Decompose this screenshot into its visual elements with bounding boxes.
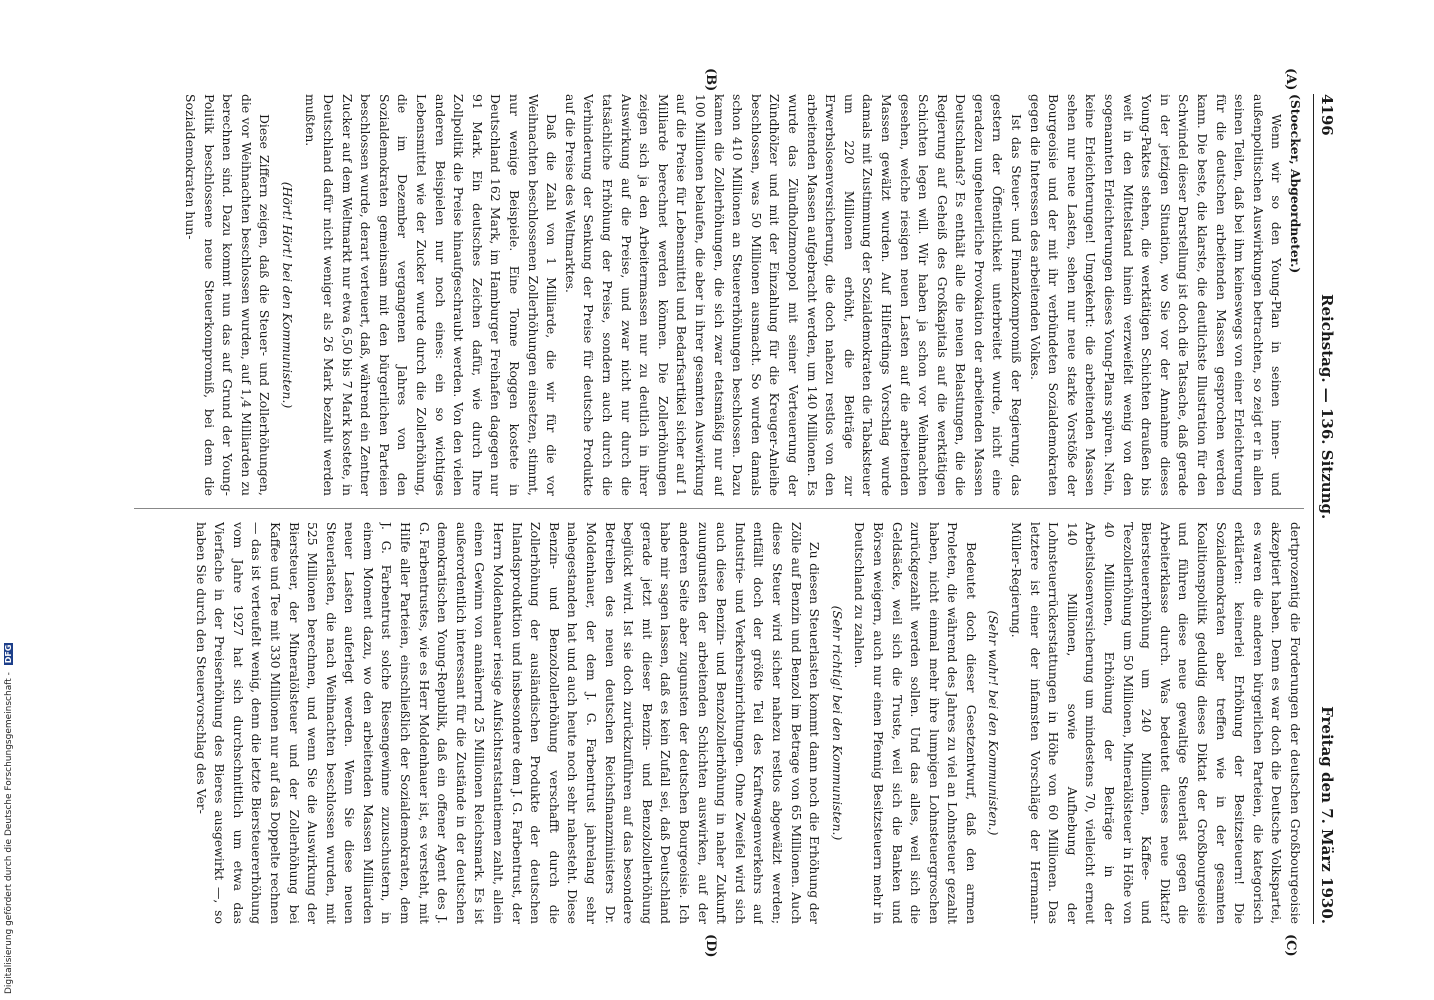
paragraph: Diese Ziffern zeigen, daß die Steuer- und Zollerhöhungen, die vor Weihnachten beschlossen wurden, auf 1,4 Milliarden zu berechnen sind. Dazu kommt nun das auf Grund der Young-Politik beschlossene neue Steuerkompromiß, bei dem die Sozialdemokraten hun- <box>182 94 273 496</box>
column-divider <box>134 508 1304 509</box>
session-title: Reichstag. — 136. Sitzung. <box>1318 294 1336 520</box>
footer-text: Digitalisierung gefördert durch die Deutsche Forschungsgemeinschaft - <box>4 672 14 994</box>
right-column <box>134 522 1304 924</box>
margin-mark-d: (D) <box>703 934 718 958</box>
paragraph: dertprozentig die Forderungen der deutschen Großbourgeoisie akzeptiert haben. Denn es war doch die Deutsche Volkspartei, es waren die anderen bürgerlichen Parteien, die kategorisch erklärten: keinerlei Erhöhung der Besitzsteuern! Die Sozialdemokraten aber treffen wie in der gesamten Koalitionspolitik geduldig dieses Diktat der Großbourgeoisie und führen diese neue gewaltige Steuerlast gegen die Arbeiterklasse durch. Was bedeutet dieses neue Diktat? Biersteuererhöhung um 240 Millionen, Kaffee- und Teezollerhöhung um 50 Millionen, Mineralölsteuer in Höhe von 40 Millionen, Erhöhung der Beiträge in der Arbeitslosenversicherung um mindestens 70, vielleicht erneut 140 Millionen, sowie Aufhebung der Lohnsteuerrückerstattungen in Höhe von 60 Millionen. Das letztere ist einer der infamsten Vorschläge der Hermann-Müller-Regierung. <box>1009 522 1303 924</box>
session-date: Freitag den 7. März 1930. <box>1318 706 1336 924</box>
page-number: 4196 <box>1318 94 1336 136</box>
speaker-label: (Stoecker, Abgeordneter.) <box>1288 94 1303 274</box>
left-column <box>134 94 1304 496</box>
page-header <box>1313 94 1338 924</box>
margin-mark-a: (A) <box>1283 68 1298 91</box>
interjection: (Sehr wahr! bei den Kommunisten.) <box>986 610 1002 836</box>
paragraph: Wenn wir so den Young-Plan in seinen innen- und außenpolitischen Auswirkungen betrachten, so zeigt er in allen seinen Teilen, daß bei ihm keineswegs von einer Erleichterung für die deutschen arbeitenden Massen gesprochen werden kann. Die beste, die klarste, die deutlichste Illustration für den Schwindel dieser Darstellung ist doch die Tatsache, daß gerade in der jetzigen Situation, wo Sie vor der Annahme dieses Young-Paktes stehen, die werktätigen Schichten draußen bis weit in den Mittelstand hinein verzweifelt wenig von den sogenannten Erleichterungen dieses Young-Plans spüren. Nein, keine Erleichterungen! Umgekehrt: die arbeitenden Massen sehen nur neue Lasten, sehen nur neue starke Vorstöße der Bourgeoisie und der mit ihr verbündeten Sozialdemokraten gegen die Interessen des arbeitenden Volkes. <box>1027 94 1285 496</box>
margin-mark-b: (B) <box>703 68 718 92</box>
margin-mark-c: (C) <box>1283 934 1298 957</box>
paragraph: Daß die Zahl von 1 Milliarde, die wir für die vor Weihnachten beschlossenen Zollerhöhungen einsetzen, stimmt, nur wenige Beispiele. Eine Tonne Roggen kostete in Deutschland 162 Mark, im Hamburger Freihafen dagegen nur 91 Mark. Ein deutsches Zeichen dafür, wie durch Ihre Zollpolitik die Preise hinaufgeschraubt werden. Von den vielen anderen Beispielen nur noch eines: ein so wichtiges Lebensmittel wie der Zucker wurde durch die Zollerhöhung, die im Dezember vergangenen Jahres von den Sozialdemokraten gemeinsam mit den bürgerlichen Parteien beschlossen wurde, derart verteuert, daß, während ein Zentner Zucker auf dem Weltmarkt nur etwa 6,50 bis 7 Mark kostete, in Deutschland dafür nicht weniger als 26 Mark bezahlt werden mußten. <box>302 94 560 496</box>
interjection: (Hört! Hört! bei den Kommunisten.) <box>279 181 295 409</box>
digitization-footer <box>4 643 14 994</box>
newspaper-page <box>128 68 1338 958</box>
paragraph: Zu diesen Steuerlasten kommt dann noch die Erhöhung der Zölle auf Benzin und Benzol im Betrage von 65 Millionen. Auch diese Steuer wird sicher nahezu restlos abgewälzt werden; entfällt doch der größte Teil des Kraftwagenverkehrs auf Industrie- und Verkehrseinrichtungen. Ohne Zweifel wird sich auch diese Benzin- und Benzolzollerhöhung in naher Zukunft zuungunsten der arbeitenden Schichten auswirken, auf der anderen Seite aber zugunsten der deutschen Bourgeoisie. Ich habe mir sagen lassen, daß es kein Zufall sei, daß Deutschland gerade jetzt mit dieser Benzin- und Benzolzollerhöhung beglückt wird. Ist sie doch zurückzuführen auf das besondere Betreiben des neuen deutschen Reichsfinanzministers Dr. Moldenhauer, der dem J. G. Farbentrust jahrelang sehr nahegestanden hat und auch heute noch sehr nahesteht. Diese Benzin- und Benzolzollerhöhung verschafft durch die Zollerhöhung der ausländischen Produkte der deutschen Inlandsproduktion und insbesondere dem J. G. Farbentrust, der Herrn Moldenhauer riesige Aufsichtsratstantiemen zahlt, allein einen Gewinn von annähernd 25 Millionen Reichsmark. Es ist außerordentlich interessant für die Zustände in der deutschen demokratischen Young-Republik, daß ein offener Agent des J. G. Farbentrustes, wie es Herr Moldenhauer ist, es versteht, mit Hilfe aller Parteien, einschließlich der Sozialdemokraten, dem J. G. Farbentrust solche Riesengewinne zuzuschustern, in einem Moment dazu, wo den arbeitenden Massen Milliarden neuer Lasten auferlegt werden. Wenn Sie diese neuen Steuerlasten, die nach Weihnachten beschlossen wurden, mit 525 Millionen berechnen, und wenn Sie die Auswirkung der Biersteuer, der Mineralölsteuer und der Zollerhöhung bei Kaffee und Tee mit 330 Millionen nur auf das Doppelte rechnen — das ist verteufelt wenig, denn die letzte Biersteuererhöhung vom Jahre 1927 hat sich durchschnittlich um etwa das Vierfache in der Preiserhöhung des Bieres ausgewirkt —, so haben Sie durch den Steuervorschlag des Ver- <box>193 522 823 924</box>
dfg-logo: DFG <box>4 644 13 664</box>
paragraph: Ist das Steuer- und Finanzkompromiß der Regierung, das gestern der Öffentlichkeit unterbreitet wurde, nicht eine geradezu ungeheuerliche Provokation der arbeitenden Massen Deutschlands? Es enthält alle die neuen Belastungen, die die Regierung auf Geheiß des Großkapitals auf die werktätigen Schichten legen will. Wir haben ja schon vor Weihnachten gesehen, welche riesigen neuen Lasten auf die arbeitenden Massen gewälzt wurden. Auf Hilferdings Vorschlag wurde damals mit Zustimmung der Sozialdemokraten die Tabaksteuer um 220 Millionen erhöht, die Beiträge zur Erwerbslosenversicherung, die doch nahezu restlos von den arbeitenden Massen aufgebracht werden, um 140 Millionen. Es wurde das Zündholzmonopol mit seiner Verteuerung der Zündhölzer und mit der Einzahlung für die Kreuger-Anleihe beschlossen, was 50 Millionen ausmacht. So wurden damals schon 410 Millionen an Steuererhöhungen beschlossen. Dazu kamen die Zollerhöhungen, die sich zwar etatsmäßig nur auf 100 Millionen belaufen, die aber in ihrer gesamten Auswirkung auf die Preise für Lebensmittel und Bedarfsartikel sicher auf 1 Milliarde berechnet werden können. Die Zollerhöhungen zeigen sich ja den Arbeitermassen nur zu deutlich in ihrer Auswirkung auf die Preise, und zwar nicht nur durch die tatsächliche Erhöhung der Preise, sondern auch durch die Verhinderung der Senkung der Preise für deutsche Produkte auf die Preise des Weltmarktes. <box>562 94 1025 496</box>
paragraph: Bedeutet doch dieser Gesetzentwurf, daß den armen Proleten, die während des Jahres zu viel an Lohnsteuer gezahlt haben, nicht einmal mehr ihre lumpigen Lohnsteuergroschen zurückgezahlt werden sollen. Und das alles, weil sich die Geldsäcke, weil sich die Truste, weil sich die Banken und Börsen weigern, auch nur einen Pfennig Besitzsteuern mehr in Deutschland zu zahlen. <box>852 522 979 924</box>
interjection: (Sehr richtig! bei den Kommunisten.) <box>829 605 845 841</box>
